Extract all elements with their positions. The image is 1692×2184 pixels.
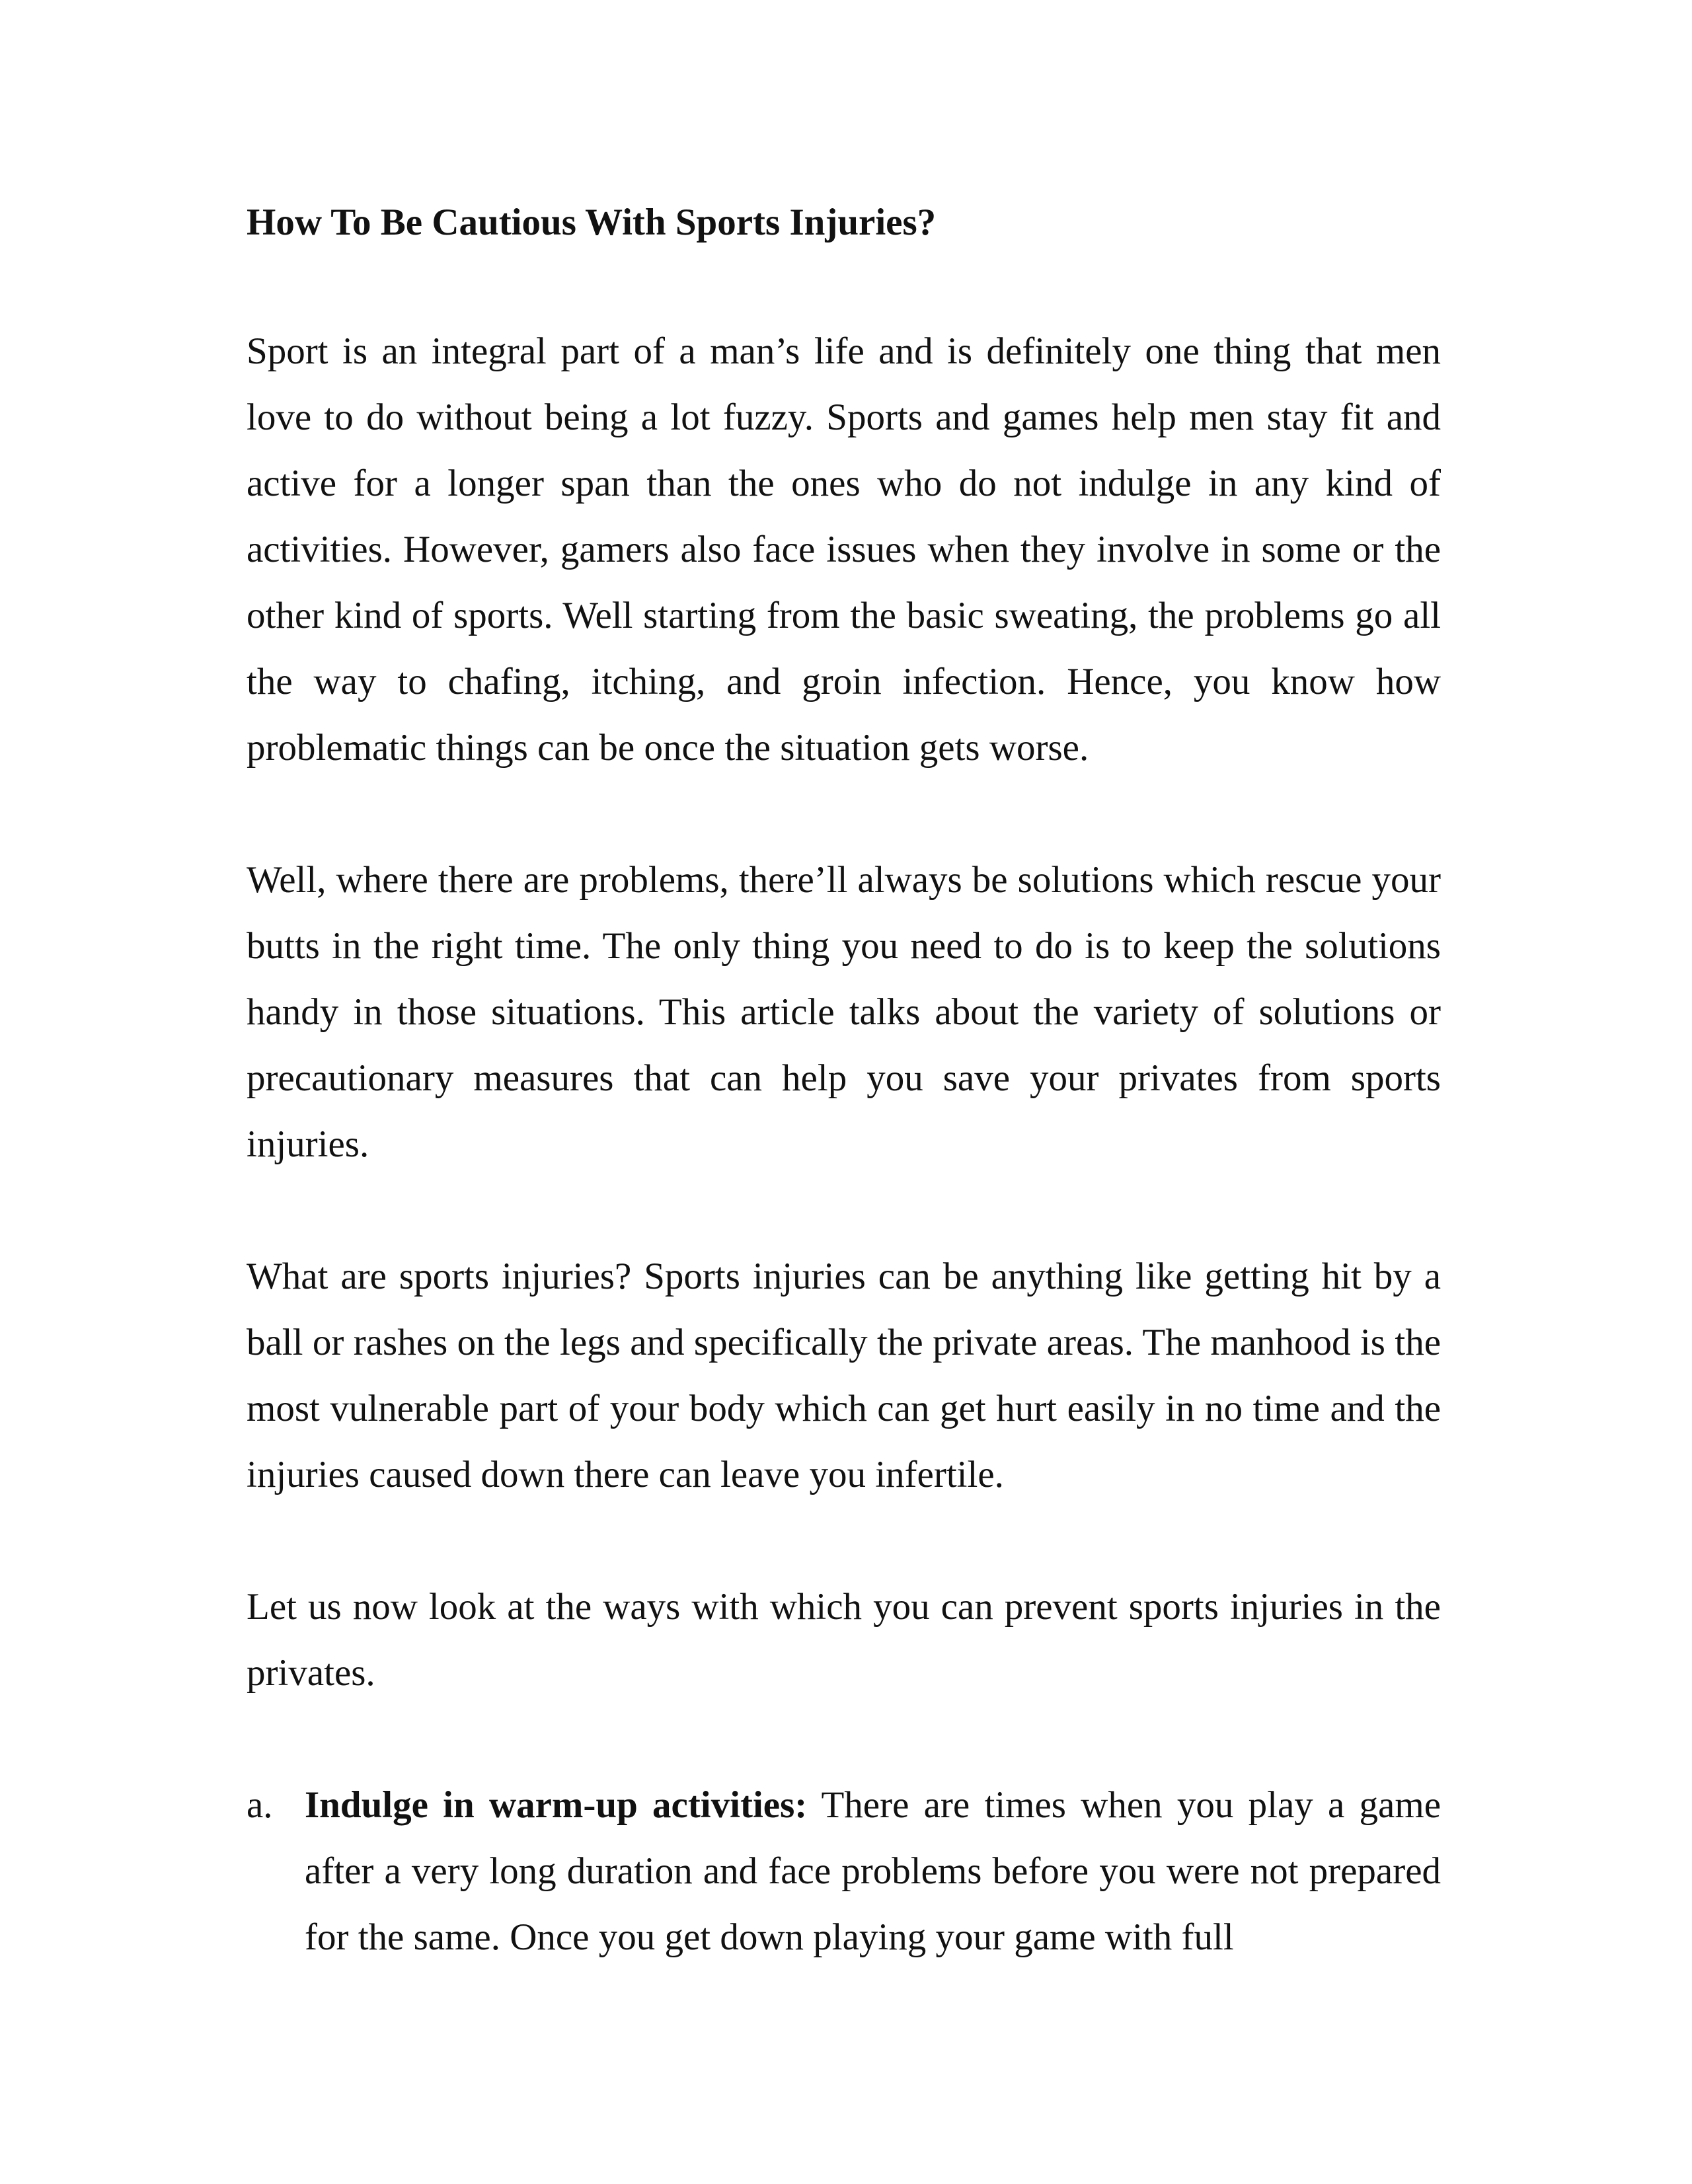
list-item-heading: Indulge in warm-up activities: — [305, 1784, 808, 1826]
list-item-warm-up — [247, 1772, 1441, 1971]
list-item-text: There are times when you play a game after a very long duration and face problems before you were not prepared for the same. Once you get down playing your game with full — [305, 1784, 1441, 1958]
list-marker: a. — [247, 1784, 273, 1826]
paragraph-definition: What are sports injuries? Sports injuries can be anything like getting hit by a ball or rashes on the legs and specifically the private areas. The manhood is the most vulnerable part of your body which can get hurt easily in no time and the injuries caused down there can leave you infertile. — [247, 1256, 1441, 1495]
paragraph-ways-intro: Let us now look at the ways with which you can prevent sports injuries in the privates. — [247, 1586, 1441, 1694]
paragraph-solutions: Well, where there are problems, there’ll always be solutions which rescue your butts in the right time. The only thing you need to do is to keep the solutions handy in those situations. This article talks about the variety of solutions or precautionary measures that can help you save your privates from sports injuries. — [247, 859, 1441, 1165]
document-body — [247, 193, 1441, 1971]
document-title: How To Be Cautious With Sports Injuries? — [247, 202, 937, 243]
paragraph-intro: Sport is an integral part of a man’s life and is definitely one thing that men love to do without being a lot fuzzy. Sports and games help men stay fit and active for a longer span than the ones who do not indulge in any kind of activities. However, gamers also face issues when they involve in some or the other kind of sports. Well starting from the basic sweating, the problems go all the way to chafing, itching, and groin infection. Hence, you know how problematic things can be once the situation gets worse. — [247, 330, 1441, 769]
